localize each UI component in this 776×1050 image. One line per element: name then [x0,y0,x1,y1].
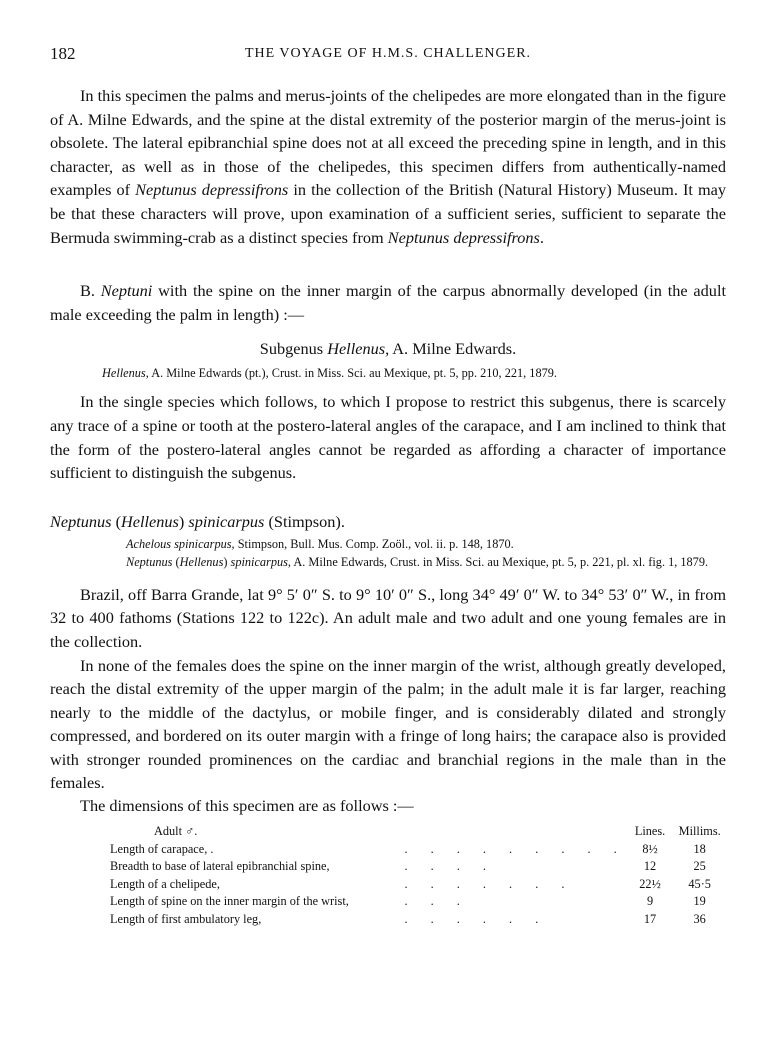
running-title: THE VOYAGE OF H.M.S. CHALLENGER. [244,46,532,61]
species-subgenus: Hellenus [121,511,179,531]
species-genus: Neptunus [50,511,112,531]
synonym-2-subgenus: Hellenus [179,554,224,569]
paragraph-locality: Brazil, off Barra Grande, lat 9° 5′ 0″ S. to 9° 10′ 0″ S., long 34° 49′ 0″ W. to 34° 53′ 0″ W., in from 32 to 400 fathoms (Stations 122 to 122c). An adult male and two adult and one young females are in the collection. [50,584,726,651]
dimensions-table [110,823,726,928]
section-b-italic: Neptuni [100,281,153,301]
subgenus-name: Hellenus [327,339,386,359]
paragraph-sexual-differences: In none of the females does the spine on the inner margin of the wrist, although greatly developed, reach the distal extremity of the upper margin of the palm; in the adult male it is far larger, reaching nearly to the middle of the dactylus, or mobile finger, and is considerably dilated and strongly compressed, and bordered on its outer margin with a fringe of long hairs; the carapace also is provided with stronger rounded prominences on the cardiac and branchial regions in the male than in the females. [50,655,726,793]
species-heading [50,511,726,533]
section-b-text: with the spine on the inner margin of the carpus abnormally developed (in the adult male exceeding the palm in length) :— [50,281,726,324]
spacer [50,571,726,583]
spacer [50,249,726,279]
paragraph-subgenus-description: In the single species which follows, to which I propose to restrict this subgenus, there is scarcely any trace of a spine or tooth at the postero-lateral angles of the carapace, and I am inclined to think that the form of the postero-lateral angles cannot be regarded as affording a character of importance sufficient to distinguish the subgenus. [50,392,726,483]
para1-text-a: In this specimen the palms and merus-joints of the chelipedes are more elongated than in the figure of A. Milne Edwards, and the spine at the distal extremity of the posterior margin of the merus-joint is obsolete. The lateral epibranchial spine does not at all exceed the preceding spine in length, and in this character, as well as in those of the chelipedes, this specimen differs from authentically-named examples of [50,86,726,200]
paragraph-specimen-remarks [50,84,726,249]
row-lines: 22½ [639,876,661,891]
row-label: Length of first ambulatory leg, [110,911,262,926]
synonym-2 [50,554,726,571]
subgenus-author: , A. Milne Edwards. [385,339,517,359]
species-paren-open: ( [111,511,122,531]
synonym-2-epithet: spinicarpus [230,554,288,569]
row-millims: 25 [693,859,706,874]
subgenus-ref-name: Hellenus [102,366,146,381]
row-lines: 12 [643,859,657,874]
adult-label: Adult ♂. [154,824,198,839]
para1-text-c: in the collection of the British (Natural History) Museum. It may be that these characters will prove, upon examination of a sufficient series, sufficient to separate the Bermuda swimming-crab as a distinct species from [50,180,727,247]
subgenus-prefix: Subgenus [259,339,328,359]
synonym-2-citation: , A. Milne Edwards, Crust. in Miss. Sci. au Mexique, pt. 5, p. 221, pl. xl. fig. 1, 1879. [287,554,709,569]
synonym-1 [50,536,726,553]
row-leader: . . . . [404,859,496,874]
synonym-1-name: Achelous spinicarpus [126,536,232,551]
table-row [110,893,726,911]
row-lines: 17 [643,911,657,926]
section-b-letter: B. [80,281,101,301]
row-lines: 8½ [642,841,658,856]
synonym-1-citation: , Stimpson, Bull. Mus. Comp. Zoöl., vol. ii. p. 148, 1870. [231,536,514,551]
species-paren-close: ) [178,511,189,531]
row-label: Length of a chelipede, [110,876,220,891]
page-header [50,44,726,68]
column-lines: Lines. [634,824,666,839]
subgenus-ref-citation: , A. Milne Edwards (pt.), Crust. in Miss. Sci. au Mexique, pt. 5, pp. 210, 221, 1879. [145,366,557,381]
spacer [50,382,726,390]
table-row [110,911,726,929]
synonym-2-genus: Neptunus [126,554,173,569]
dimensions-intro: The dimensions of this specimen are as follows :— [80,796,414,816]
row-leader: . . . . . . . . . [404,841,627,856]
row-label: Length of spine on the inner margin of the wrist, [110,894,349,909]
row-millims: 18 [693,841,706,856]
table-row [110,841,726,859]
para1-italic-species-2: Neptunus depressifrons [387,227,540,247]
row-label: Length of carapace, . [110,841,214,856]
row-millims: 45·5 [688,876,711,891]
section-b-heading [50,279,726,326]
row-lines: 9 [646,894,654,909]
page-body [50,84,726,928]
synonym-2-paren-open: ( [172,554,180,569]
table-row [110,858,726,876]
row-millims: 19 [693,894,706,909]
species-epithet: spinicarpus [188,511,265,531]
subgenus-reference [50,365,726,382]
para1-text-e: . [539,227,544,247]
subgenus-heading [50,338,726,360]
para1-italic-species: Neptunus depressifrons [135,180,289,200]
synonym-2-paren-close: ) [223,554,231,569]
dimensions-table-header [110,823,726,841]
row-millims: 36 [693,911,706,926]
row-leader: . . . [404,894,470,909]
row-label: Breadth to base of lateral epibranchial spine, [110,859,330,874]
page-number: 182 [50,44,76,63]
row-leader: . . . . . . [404,911,549,926]
row-leader: . . . . . . . [404,876,575,891]
column-millims: Millims. [678,824,721,839]
species-author: (Stimpson). [264,511,345,531]
table-row [110,876,726,894]
